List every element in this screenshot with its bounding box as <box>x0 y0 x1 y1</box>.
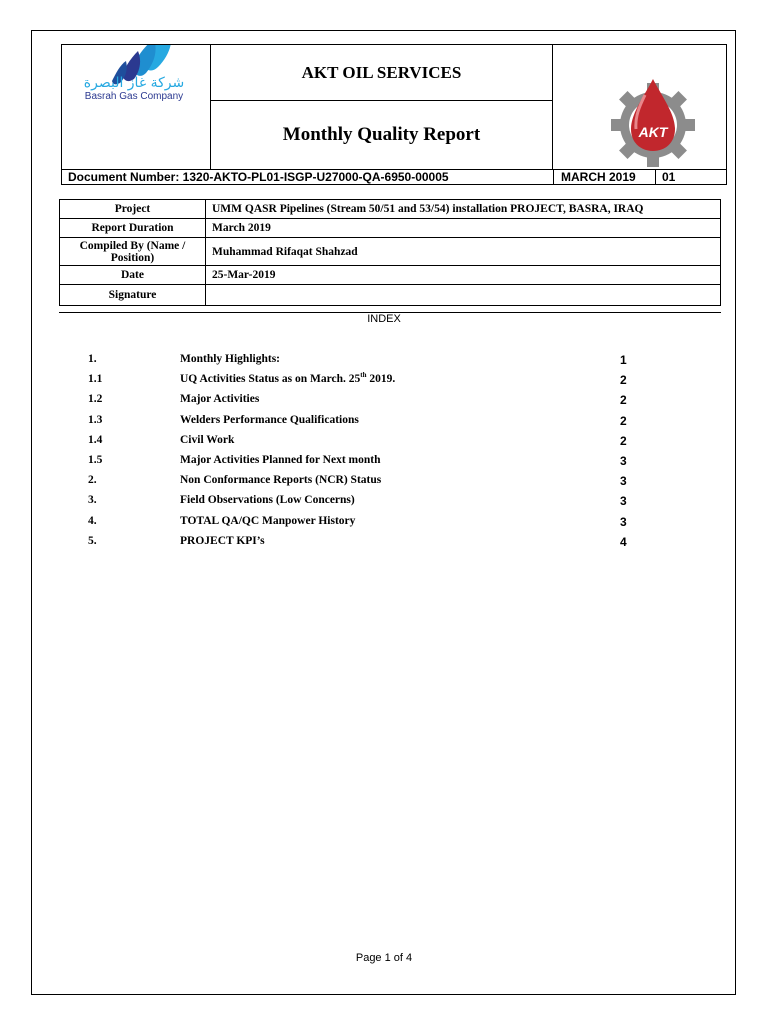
basrah-gas-logo <box>62 45 211 169</box>
document-revision: 01 <box>655 170 726 184</box>
report-info-table <box>59 199 721 306</box>
info-label: Compiled By (Name / Position) <box>60 238 206 266</box>
list-item <box>0 451 768 471</box>
info-label: Date <box>60 266 206 285</box>
index-title: Civil Work <box>180 433 235 446</box>
list-item <box>0 350 768 370</box>
info-value: March 2019 <box>206 219 721 238</box>
index-page: 2 <box>620 413 627 428</box>
info-label: Signature <box>60 285 206 306</box>
table-row <box>60 200 721 219</box>
svg-text:Basrah Gas Company: Basrah Gas Company <box>84 91 184 102</box>
list-item <box>0 431 768 451</box>
index-page: 3 <box>620 494 627 509</box>
page-footer: Page 1 of 4 <box>355 952 413 964</box>
index-number: 1. <box>88 353 97 365</box>
index-page: 2 <box>620 373 627 388</box>
list-item <box>0 491 768 511</box>
index-number: 1.1 <box>88 373 103 386</box>
index-page: 1 <box>620 353 627 367</box>
table-row <box>60 266 721 285</box>
index-title: PROJECT KPI’s <box>180 534 265 547</box>
index-page: 4 <box>620 534 627 549</box>
list-item <box>0 411 768 431</box>
document-number: Document Number: 1320-AKTO-PL01-ISGP-U27000-QA-6950-00005 <box>68 170 449 184</box>
table-row <box>60 238 721 266</box>
svg-text:شركة غاز البصرة: شركة غاز البصرة <box>83 75 185 91</box>
index-number: 2. <box>88 474 97 487</box>
report-header <box>61 44 727 185</box>
svg-text:AKT: AKT <box>638 124 668 140</box>
akt-gear-drop-icon <box>553 45 726 169</box>
list-item <box>0 390 768 410</box>
index-number: 3. <box>88 494 97 507</box>
index-title: Major Activities Planned for Next month <box>180 453 381 466</box>
info-value: Muhammad Rifaqat Shahzad <box>206 238 721 266</box>
table-row <box>60 219 721 238</box>
basrah-gas-logo-icon <box>62 45 211 169</box>
index-list <box>0 350 768 552</box>
index-page: 3 <box>620 514 627 529</box>
index-page: 3 <box>620 474 627 489</box>
info-label: Project <box>60 200 206 219</box>
index-title: Field Observations (Low Concerns) <box>180 494 355 507</box>
index-title: Non Conformance Reports (NCR) Status <box>180 474 382 487</box>
info-label: Report Duration <box>60 219 206 238</box>
info-value: 25-Mar-2019 <box>206 266 721 285</box>
index-number: 1.5 <box>88 453 103 466</box>
index-number: 1.4 <box>88 433 103 446</box>
index-page: 2 <box>620 433 627 448</box>
index-number: 5. <box>88 534 97 547</box>
signature-field <box>206 285 721 306</box>
index-number: 4. <box>88 514 97 527</box>
index-title: Welders Performance Qualifications <box>180 413 359 426</box>
report-title: Monthly Quality Report <box>211 101 553 169</box>
index-heading: INDEX <box>367 313 401 325</box>
index-number: 1.2 <box>88 393 103 406</box>
index-page: 2 <box>620 393 627 408</box>
index-title: Major Activities <box>180 393 260 406</box>
document-number-row <box>62 169 726 184</box>
document-date: MARCH 2019 <box>553 170 655 184</box>
table-row <box>60 285 721 306</box>
index-title: UQ Activities Status as on March. 25th 2019. <box>180 371 396 386</box>
index-number: 1.3 <box>88 413 103 426</box>
list-item <box>0 512 768 532</box>
company-name: AKT OIL SERVICES <box>211 45 553 101</box>
index-title: Monthly Highlights: <box>180 353 281 365</box>
index-title: TOTAL QA/QC Manpower History <box>180 514 356 527</box>
akt-logo <box>553 45 726 169</box>
index-page: 3 <box>620 453 627 468</box>
info-value: UMM QASR Pipelines (Stream 50/51 and 53/54) installation PROJECT, BASRA, IRAQ <box>206 200 721 219</box>
list-item <box>0 471 768 491</box>
list-item <box>0 370 768 390</box>
list-item <box>0 532 768 552</box>
